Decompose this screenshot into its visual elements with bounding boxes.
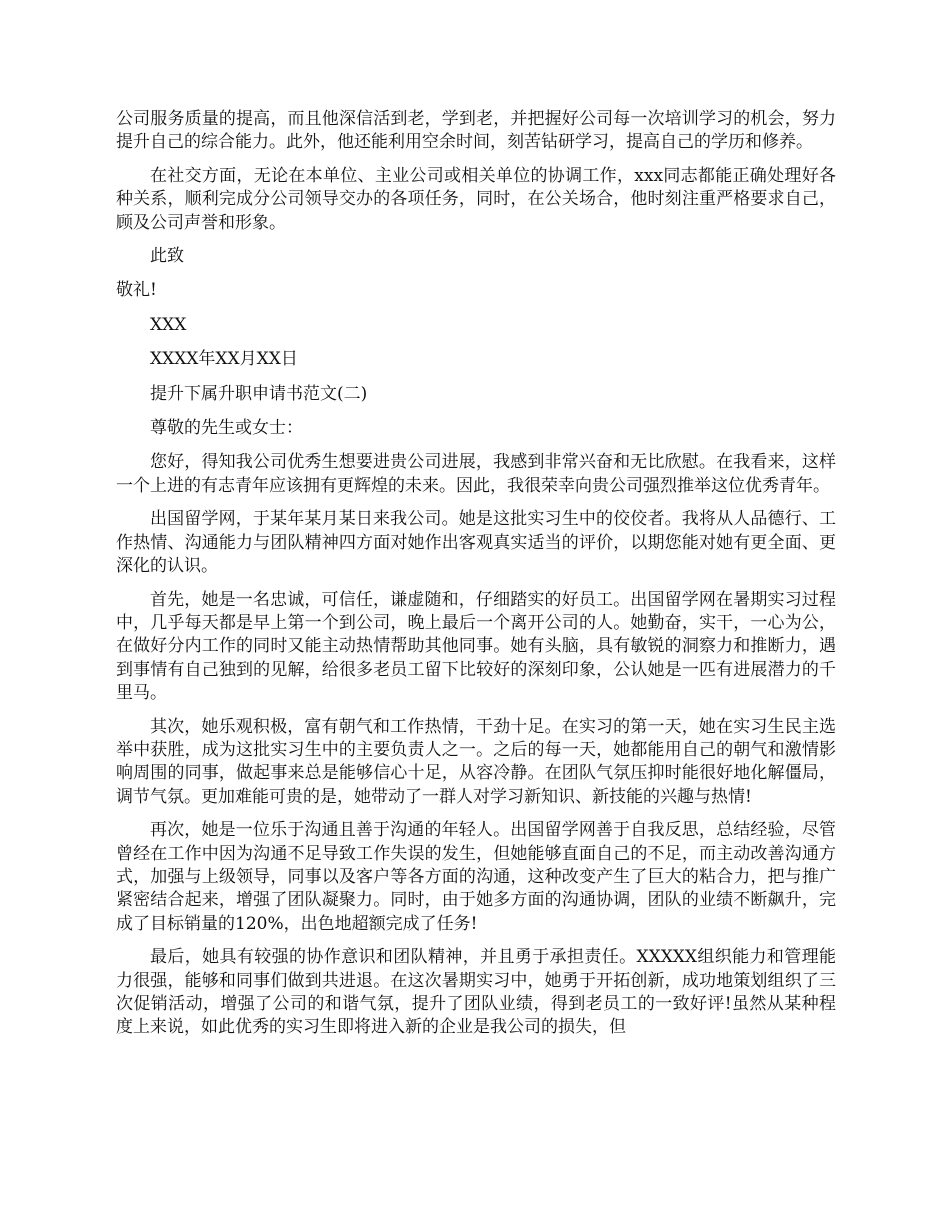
closing-respect: 敬礼! xyxy=(116,280,157,301)
paragraph-first: 首先，她是一名忠诚，可信任，谦虚随和，仔细踏实的好员工。出国留学网在暑期实习过程中，几乎每天都是早上第一个到公司，晚上最后一个离开公司的人。她勤奋，实干，一心为公，在做好分内工作的同时又能主动热情帮助其他同事。她有头脑，具有敏锐的洞察力和推断力，遇到事情有自己独到的见解，给很多老员工留下比较好的深刻印象，公认她是一匹有进展潜力的千里马。 xyxy=(116,589,836,704)
paragraph-second: 其次，她乐观积极，富有朝气和工作热情，干劲十足。在实习的第一天，她在实习生民主选举中获胜，成为这批实习生中的主要负责人之一。之后的每一天，她都能用自己的朝气和激情影响周围的同事，做起事来总是能够信心十足，从容冷静。在团队气氛压抑时能很好地化解僵局，调节气氛。更加难能可贵的是，她带动了一群人对学习新知识、新技能的兴趣与热情! xyxy=(116,716,836,807)
closing-salutation: 此致 xyxy=(150,246,184,267)
section-title: 提升下属升职申请书范文(二) xyxy=(150,383,368,404)
signature-name: XXX xyxy=(150,314,187,335)
paragraph-final: 最后，她具有较强的协作意识和团队精神，并且勇于承担责任。XXXXX组织能力和管理能力很强，能够和同事们做到共进退。在这次暑期实习中，她勇于开拓创新，成功地策划组织了三次促销活动，增强了公司的和谐气氛，提升了团队业绩，得到老员工的一致好评!虽然从某种程度上来说，如此优秀的实习生即将进入新的企业是我公司的损失，但 xyxy=(116,947,836,1038)
paragraph-opening: 您好，得知我公司优秀生想要进贵公司进展，我感到非常兴奋和无比欣慰。在我看来，这样一个上进的有志青年应该拥有更辉煌的未来。因此，我很荣幸向贵公司强烈推举这位优秀青年。 xyxy=(116,452,836,496)
paragraph-social: 在社交方面，无论在本单位、主业公司或相关单位的协调工作，xxx同志都能正确处理好各种关系，顺利完成分公司领导交办的各项任务，同时，在公关场合，他时刻注重严格要求自己，顾及公司声誉和形象。 xyxy=(116,165,836,233)
signature-date: XXXX年XX月XX日 xyxy=(150,349,298,370)
paragraph-introduction: 出国留学网，于某年某月某日来我公司。她是这批实习生中的佼佼者。我将从人品德行、工作热情、沟通能力与团队精神四方面对她作出客观真实适当的评价，以期您能对她有更全面、更深化的认识。 xyxy=(116,509,836,577)
paragraph-third: 再次，她是一位乐于沟通且善于沟通的年轻人。出国留学网善于自我反思，总结经验，尽管曾经在工作中因为沟通不足导致工作失误的发生，但她能够直面自己的不足，而主动改善沟通方式，加强与上级领导，同事以及客户等各方面的沟通，这种改变产生了巨大的粘合力，把与推广紧密结合起来，增强了团队凝聚力。同时，由于她多方面的沟通协调，团队的业绩不断飙升，完成了目标销量的120%，出色地超额完成了任务! xyxy=(116,820,836,934)
paragraph-intro-continued: 公司服务质量的提高，而且他深信活到老，学到老，并把握好公司每一次培训学习的机会，努力提升自己的综合能力。此外，他还能利用空余时间，刻苦钻研学习，提高自己的学历和修养。 xyxy=(116,109,836,153)
greeting: 尊敬的先生或女士： xyxy=(150,418,303,439)
document-page xyxy=(116,108,836,1050)
